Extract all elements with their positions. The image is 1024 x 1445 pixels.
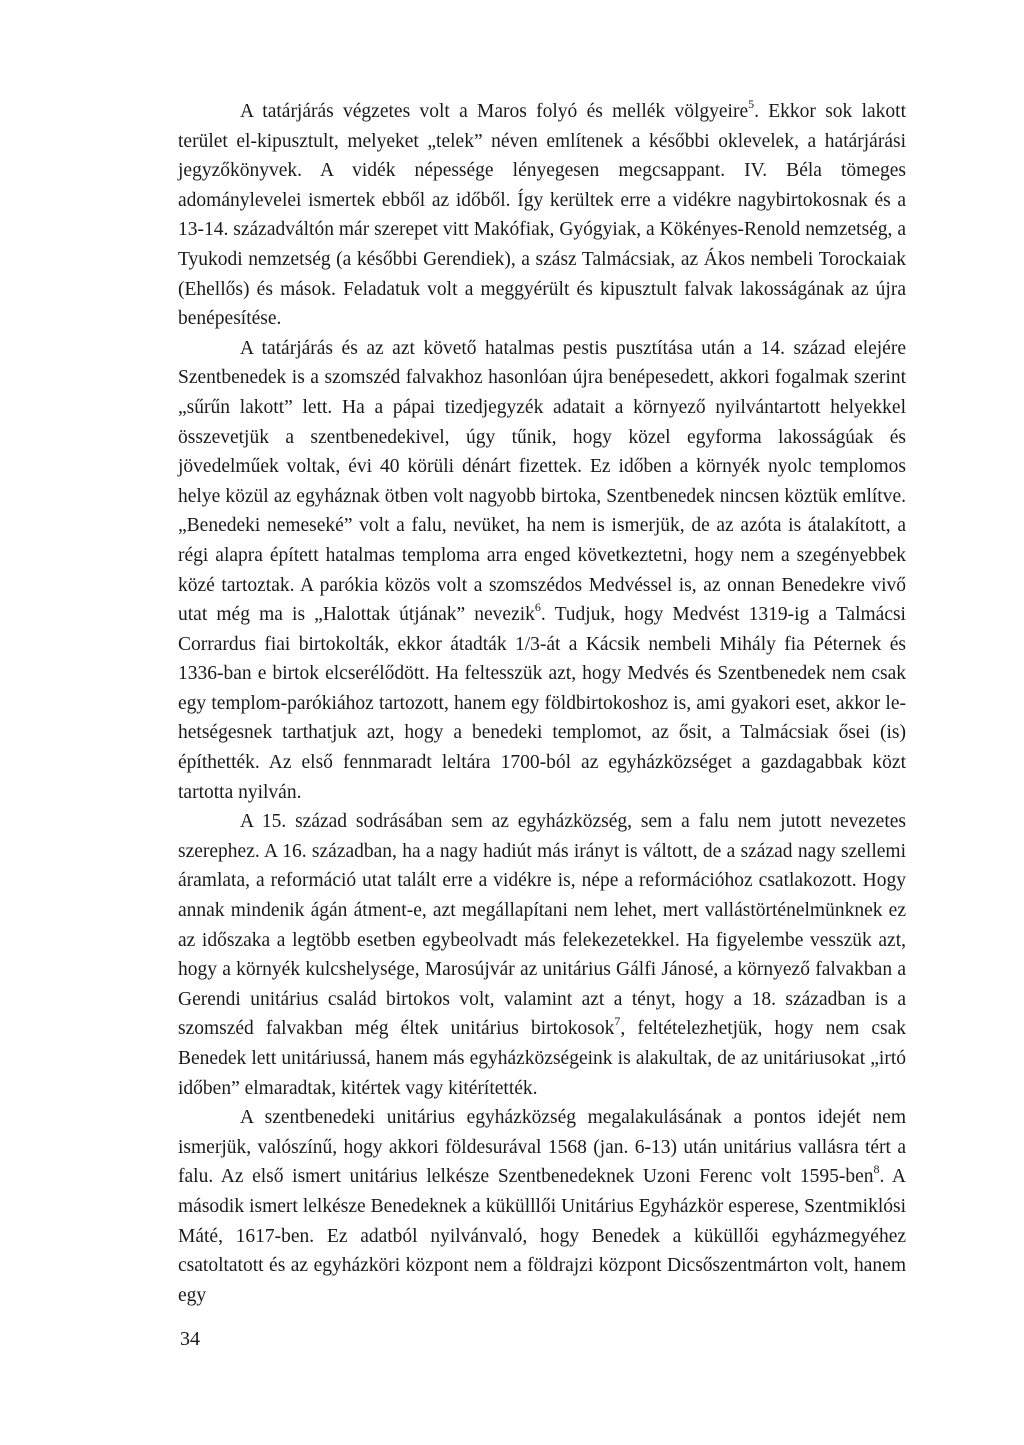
paragraph [178, 807, 906, 1103]
page-number: 34 [180, 1328, 200, 1350]
footnote-reference: 5 [748, 96, 755, 111]
text-segment: , feltételezhetjük, hogy nem csak Benedek lett unitáriussá, hanem más egyházközségeink is alakultak, de az unitáriusokat „irtó időben” elmaradtak, kitértek vagy kitérítették. [178, 1018, 906, 1099]
text-segment: A 15. század sodrásában sem az egyházközség, sem a falu nem jutott nevezetes szerephez. A 16. században, ha a nagy hadiút más irányt is váltott, de a század nagy szellemi áramlata, a reformáció utat talált erre a vidékre is, népe a reformációhoz csatlakozott. Hogy annak mindenik ágán átment-e, azt megállapítani nem lehet, mert vallástörténelmünknek ez az időszaka a legtöbb esetben egybeolvadt más felekezetekkel. Ha figyelembe vesszük azt, hogy a környék kulcshelysége, Marosújvár az unitárius Gálfi Jánosé, a környező falvakban a Gerendi unitárius család birtokos volt, valamint azt a tényt, hogy a 18. században is a szomszéd falvakban még éltek unitárius birtokosok [178, 811, 906, 1040]
paragraph [178, 97, 906, 334]
text-segment: . Ekkor sok lakott terület el-kipusztult, melyeket „telek” néven említenek a későbbi oklevelek, a határjárási jegyzőkönyvek. A vidék népessége lényegesen megcsappant. IV. Béla tömeges adománylevelei ismertek ebből az időből. Így kerültek erre a vidékre nagybirtokosnak és a 13-14. századváltón már szerepet vitt Makófiak, Gyógyiak, a Kökényes-Renold nemzetség, a Tyukodi nemzetség (a későbbi Gerendiek), a szász Talmácsiak, az Ákos nembeli Torockaiak (Ehellős) és mások. Feladatuk volt a meggyérült és kipusztult falvak lakosságának az újra benépesítése. [178, 101, 906, 330]
body-text [178, 97, 906, 1310]
footnote-reference: 8 [873, 1161, 880, 1176]
text-segment: . Tudjuk, hogy Medvést 1319-ig a Talmácsi Corrardus fiai birtokolták, ekkor átadták 1/3-át a Kácsik nembeli Mihály fia Péternek és 1336-ban e birtok elcserélődött. Ha feltesszük azt, hogy Medvés és Szentbenedek nem csak egy templom-parókiához tartozott, hanem egy földbirtokoshoz is, ami gyakori eset, akkor lehetségesnek tarthatjuk azt, hogy a benedeki templomot, az ősit, a Talmácsiak ősei (is) építhették. Az első fennmaradt leltára 1700-ból az egyházközséget a gazdagabbak közt tartotta nyilván. [178, 604, 906, 803]
text-segment: A tatárjárás és az azt követő hatalmas pestis pusztítása után a 14. század elejére Szentbenedek is a szomszéd falvakhoz hasonlóan újra benépesedett, akkori fogalmak szerint „sűrűn lakott” lett. Ha a pápai tizedjegyzék adatait a környező nyilvántartott helyekkel összevetjük a szentbenedekivel, úgy tűnik, hogy közel egyforma lakosságúak és jövedelműek voltak, évi 40 körüli dénárt fizettek. Ez időben a környék nyolc templomos helye közül az egyháznak ötben volt nagyobb birtoka, Szentbenedek nincsen köztük említve. „Benedeki nemeseké” volt a falu, nevüket, ha nem is ismerjük, de az azóta is átalakított, a régi alapra épített hatalmas temploma arra enged következtetni, hogy nem a szegényebbek közé tartoztak. A parókia közös volt a szomszédos Medvéssel is, az onnan Benedekre vivő utat még ma is „Halottak útjának” nevezik [178, 337, 906, 626]
text-segment: A tatárjárás végzetes volt a Maros folyó és mellék völgyeire [240, 101, 749, 122]
footnote-reference: 6 [534, 599, 541, 614]
text-segment: A szentbenedeki unitárius egyházközség megalakulásának a pontos idejét nem ismerjük, valószínű, hogy akkori földesurával 1568 (jan. 6-13) után unitárius vallásra tért a falu. Az első ismert unitárius lelkésze Szentbenedeknek Uzoni Ferenc volt 1595-ben [178, 1107, 906, 1188]
paragraph [178, 1103, 906, 1310]
text-segment: . A második ismert lelkésze Benedeknek a kükülllői Unitárius Egyházkör esperese, Szentmiklósi Máté, 1617-ben. Ez adatból nyilvánvaló, hogy Benedek a küküllői egyházmegyéhez csatoltatott és az egyházköri központ nem a földrajzi központ Dicsőszentmárton volt, hanem egy [178, 1166, 906, 1306]
footnote-reference: 7 [614, 1013, 621, 1028]
paragraph [178, 334, 906, 808]
